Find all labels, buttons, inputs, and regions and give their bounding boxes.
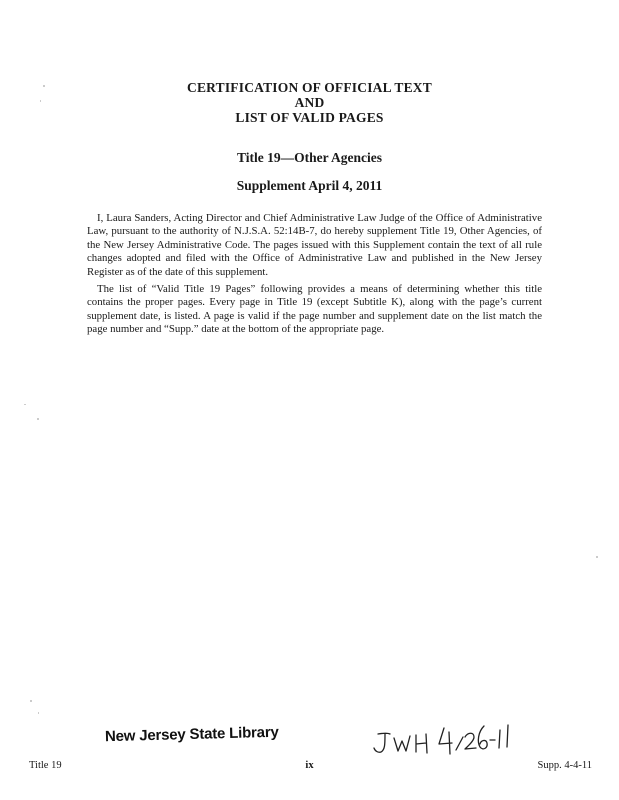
supplement-date-heading: Supplement April 4, 2011 — [236, 178, 383, 193]
certification-and: AND — [294, 95, 325, 110]
scan-speck — [24, 404, 26, 405]
scan-speck — [37, 418, 39, 420]
title-heading: Title 19—Other Agencies — [237, 150, 382, 165]
certification-paragraph: I, Laura Sanders, Acting Director and Chief Administrative Law Judge of the Office of Administrative Law, pursuant to the authority of N.J.S.A. 52:14B-7, do hereby supplement Title 19, Other Agencies, of the New Jersey Administrative Code. The pages issued with this Supplement contain the text of all rule changes adopted and filed with the Office of Administrative Law and published in the New Jersey Register as of the date of this supplement. — [87, 212, 542, 278]
footer-page-number: ix — [305, 760, 314, 771]
scan-speck — [30, 700, 32, 702]
footer-supplement: Supp. 4-4-11 — [537, 760, 592, 771]
scan-speck — [38, 712, 39, 714]
scan-speck — [596, 556, 598, 558]
library-stamp: New Jersey State Library — [104, 723, 279, 746]
handwritten-signature — [370, 720, 520, 760]
certification-title: CERTIFICATION OF OFFICIAL TEXT — [187, 80, 432, 95]
scan-speck — [43, 85, 45, 87]
footer-title: Title 19 — [29, 760, 62, 771]
valid-pages-paragraph: The list of “Valid Title 19 Pages” following provides a means of determining whether this title contains the proper pages. Every page in Title 19 (except Subtitle K), along with the page’s current supplement date, is listed. A page is valid if the page number and supplement date on the list match the page number and “Supp.” date at the bottom of the appropriate page. — [87, 283, 542, 336]
valid-pages-title: LIST OF VALID PAGES — [235, 110, 384, 125]
scan-speck — [40, 100, 41, 102]
